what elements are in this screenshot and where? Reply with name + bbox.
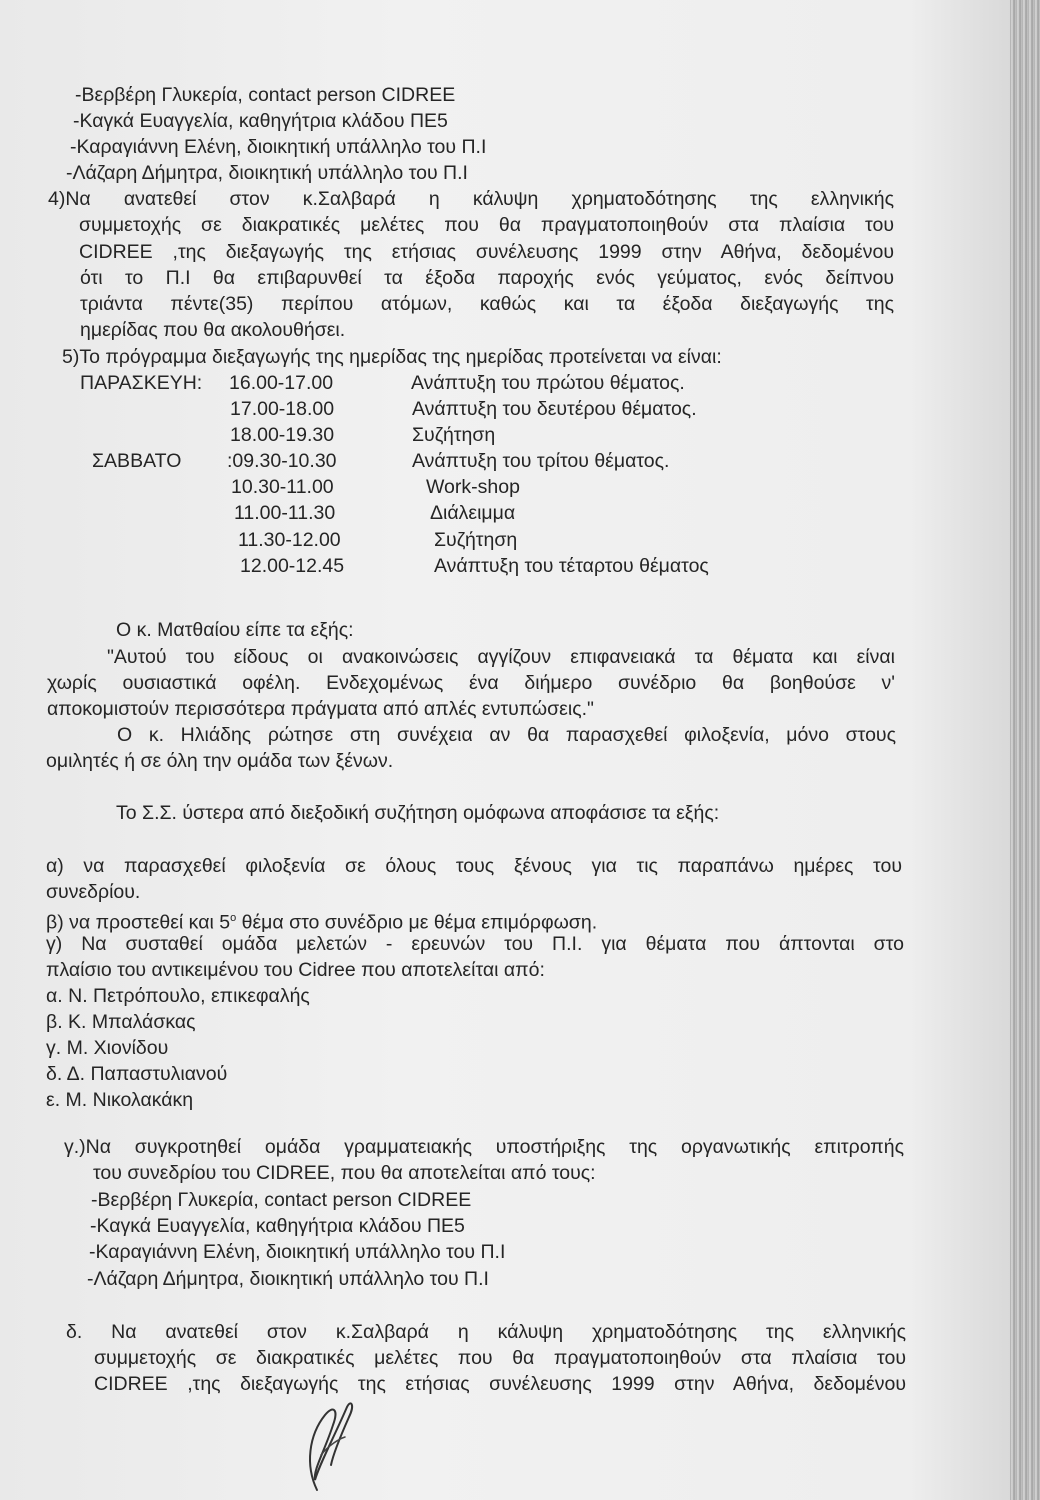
schedule-activity: Διάλειμμα (430, 502, 516, 524)
item4-line: τριάντα πέντε(35) περίπου ατόμων, καθώς και τα έξοδα διεξαγωγής της (80, 293, 894, 315)
decision-d-line: συμμετοχής σε διακρατικές μελέτες που θα πραγματοποιηθούν στα πλαίσια του (94, 1347, 906, 1369)
quote-line: αποκομιστούν περισσότερα πράγματα από απλές εντυπώσεις." (47, 698, 594, 720)
decision-g2-line: γ.)Να συγκροτηθεί ομάδα γραμματειακής υποστήριξης της οργανωτικής επιτροπής (64, 1136, 904, 1158)
decision-d-line: CIDREE ,της διεξαγωγής της ετήσιας συνέλευσης 1999 στην Αθήνα, δεδομένου (94, 1373, 906, 1395)
item5-heading: 5)Το πρόγραμμα διεξαγωγής της ημερίδας της ημερίδας προτείνεται να είναι: (62, 346, 722, 368)
member-item: δ. Δ. Παπαστυλιανού (46, 1063, 228, 1085)
top-list-item: -Καραγιάννη Ελένη, διοικητική υπάλληλο του Π.Ι (70, 136, 487, 158)
schedule-activity: Ανάπτυξη του τέταρτου θέματος (434, 555, 709, 577)
schedule-time: 17.00-18.00 (230, 398, 335, 420)
item4-line: συμμετοχής σε διακρατικές μελέτες που θα πραγματοποιηθούν στα πλαίσια του (79, 214, 894, 236)
handwritten-initials (295, 1395, 365, 1495)
page-stack-edge (1010, 0, 1040, 1500)
decision-a-line: συνεδρίου. (46, 881, 141, 903)
schedule-time: 18.00-19.30 (230, 424, 335, 446)
decision-g-line: γ) Να συσταθεί ομάδα μελετών - ερευνών του Π.Ι. για θέματα που άπτονται στο (46, 933, 904, 955)
matthaiou-intro: Ο κ. Ματθαίου είπε τα εξής: (116, 619, 354, 641)
member-item: γ. Μ. Χιονίδου (46, 1037, 169, 1059)
decision-g-line: πλαίσιο του αντικειμένου του Cidree που αποτελείται από: (46, 959, 545, 981)
iliadis-line: ομιλητές ή σε όλη την ομάδα των ξένων. (46, 750, 394, 772)
schedule-activity: Ανάπτυξη του τρίτου θέματος. (412, 450, 670, 472)
quote-line: "Αυτού του είδους οι ανακοινώσεις αγγίζουν επιφανειακά τα θέματα και είναι (107, 646, 895, 668)
item4-line: 4)Να ανατεθεί στον κ.Σαλβαρά η κάλυψη χρηματοδότησης της ελληνικής (48, 188, 894, 210)
item4-line: CIDREE ,της διεξαγωγής της ετήσιας συνέλευσης 1999 στην Αθήνα, δεδομένου (79, 241, 894, 263)
member-item: ε. Μ. Νικολακάκη (46, 1089, 194, 1111)
iliadis-line: Ο κ. Ηλιάδης ρώτησε στη συνέχεια αν θα παρασχεθεί φιλοξενία, μόνο στους (117, 724, 896, 746)
schedule-activity: Ανάπτυξη του δευτέρου θέματος. (412, 398, 697, 420)
schedule-day: ΣΑΒΒΑΤΟ (92, 450, 182, 472)
schedule-activity: Συζήτηση (412, 424, 496, 446)
bottom-list-item: -Βερβέρη Γλυκερία, contact person CIDREE (91, 1189, 472, 1211)
decision-a-line: α) να παρασχεθεί φιλοξενία σε όλους τους ξένους για τις παραπάνω ημέρες του (46, 855, 902, 877)
bottom-list-item: -Καγκά Ευαγγελία, καθηγήτρια κλάδου ΠΕ5 (90, 1215, 465, 1237)
schedule-time: 12.00-12.45 (240, 555, 345, 577)
decision-g2-line: του συνεδρίου του CIDREE, που θα αποτελείται από τους: (93, 1162, 596, 1184)
member-item: β. Κ. Μπαλάσκας (46, 1011, 196, 1033)
top-list-item: -Λάζαρη Δήμητρα, διοικητική υπάλληλο του Π.Ι (66, 162, 468, 184)
quote-line: χωρίς ουσιαστικά οφέλη. Ενδεχομένως ένα διήμερο συνέδριο θα βοηθούσε ν' (47, 672, 895, 694)
schedule-time: 10.30-11.00 (231, 476, 334, 498)
decision-d-line: δ. Να ανατεθεί στον κ.Σαλβαρά η κάλυψη χρηματοδότησης της ελληνικής (66, 1321, 906, 1343)
schedule-activity: Συζήτηση (434, 529, 518, 551)
schedule-day: ΠΑΡΑΣΚΕΥΗ: (80, 372, 203, 394)
bottom-list-item: -Λάζαρη Δήμητρα, διοικητική υπάλληλο του Π.Ι (87, 1268, 489, 1290)
schedule-time: 16.00-17.00 (229, 372, 334, 394)
bottom-list-item: -Καραγιάννη Ελένη, διοικητική υπάλληλο του Π.Ι (89, 1241, 506, 1263)
top-list-item: -Βερβέρη Γλυκερία, contact person CIDREE (75, 84, 456, 106)
top-list-item: -Καγκά Ευαγγελία, καθηγήτρια κλάδου ΠΕ5 (73, 110, 448, 132)
decision-b: β) να προστεθεί και $5^o$ θέμα στο συνέδριο με θέμα επιμόρφωση. (46, 911, 598, 934)
item4-line: ότι το Π.Ι θα επιβαρυνθεί τα έξοδα παροχής ενός γεύματος, ενός δείπνου (80, 267, 894, 289)
decision-heading: Το Σ.Σ. ύστερα από διεξοδική συζήτηση ομόφωνα αποφάσισε τα εξής: (116, 802, 720, 824)
item4-line: ημερίδας που θα ακολουθήσει. (80, 319, 346, 341)
schedule-time: 11.30-12.00 (238, 529, 341, 551)
member-item: α. Ν. Πετρόπουλο, επικεφαλής (46, 985, 310, 1007)
schedule-activity: Ανάπτυξη του πρώτου θέματος. (411, 372, 685, 394)
schedule-time: 11.00-11.30 (234, 502, 336, 524)
schedule-activity: Work-shop (426, 476, 520, 498)
schedule-time: :09.30-10.30 (227, 450, 337, 472)
